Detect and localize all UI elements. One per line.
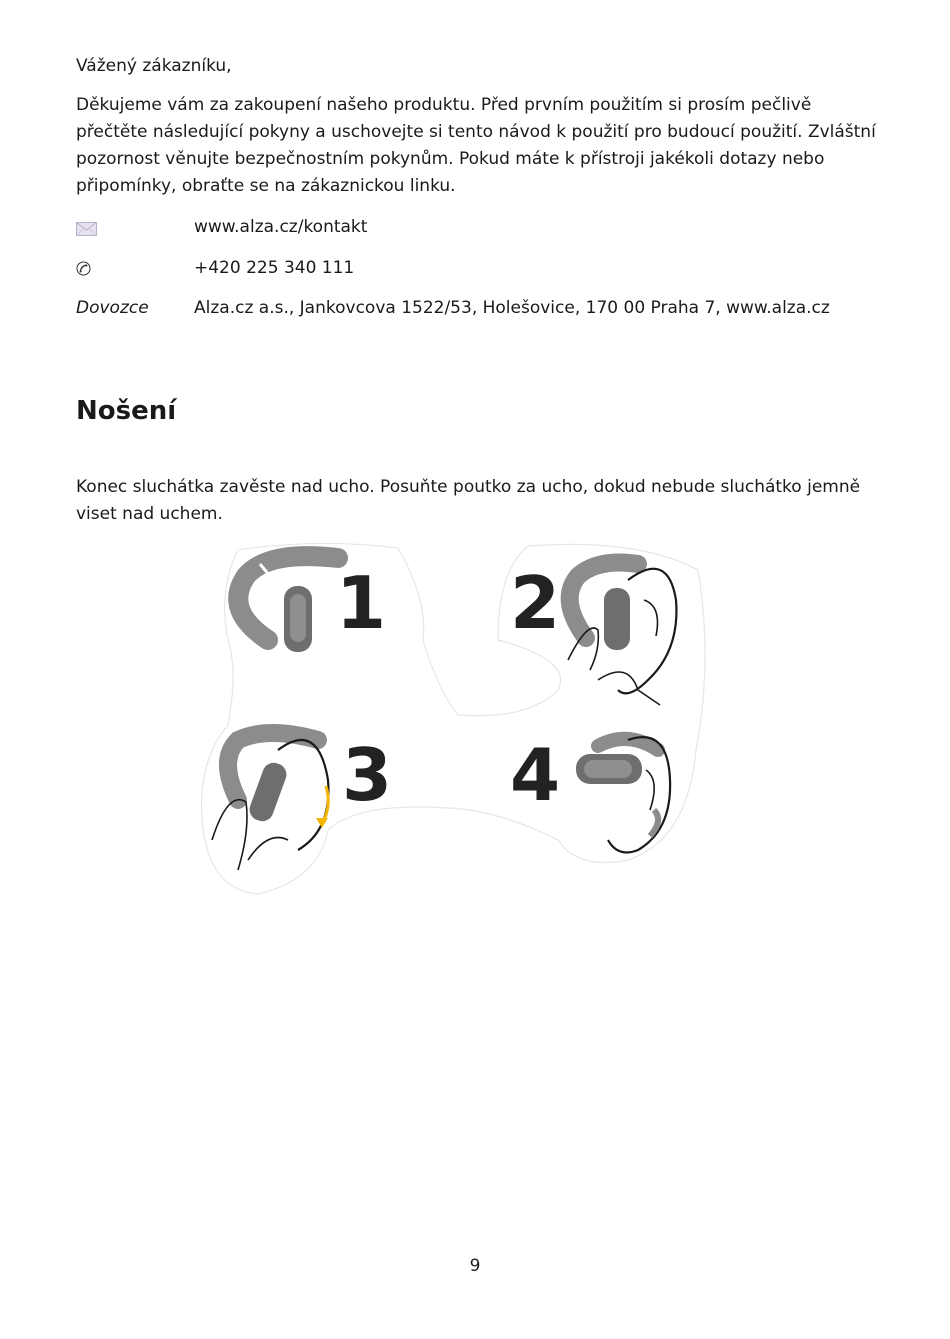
intro-paragraph: Děkujeme vám za zakoupení našeho produktu. Před prvním použitím si prosím pečlivě přečtěte následující pokyny a uschovejte si tento návod k použití pro budoucí použití. Zvláštní pozornost věnujte bezpečnostním pokynům. Pokud máte k přístroji jakékoli dotazy nebo připomínky, obraťte se na zákaznickou linku.	[76, 95, 876, 196]
section-heading: Nošení	[76, 396, 177, 426]
page-number: 9	[469, 1256, 481, 1276]
phone-icon	[76, 255, 186, 284]
contact-web-link[interactable]: www.alza.cz/kontakt	[194, 217, 368, 237]
step-4-number: 4	[510, 733, 561, 817]
greeting: Vážený zákazníku,	[76, 56, 232, 76]
mail-icon	[76, 214, 186, 244]
wearing-instructions: Konec sluchátka zavěste nad ucho. Posuňte poutko za ucho, dokud nebude sluchátko jemně viset nad uchem.	[76, 477, 861, 524]
wearing-steps-illustration	[198, 540, 708, 896]
importer-label: Dovozce	[76, 298, 149, 318]
step-1-number: 1	[336, 561, 387, 645]
step-3-number: 3	[342, 733, 393, 817]
step-2-number: 2	[510, 561, 561, 645]
contact-phone-number: +420 225 340 111	[194, 258, 355, 278]
importer-address: Alza.cz a.s., Jankovcova 1522/53, Holešovice, 170 00 Praha 7, www.alza.cz	[194, 298, 830, 318]
